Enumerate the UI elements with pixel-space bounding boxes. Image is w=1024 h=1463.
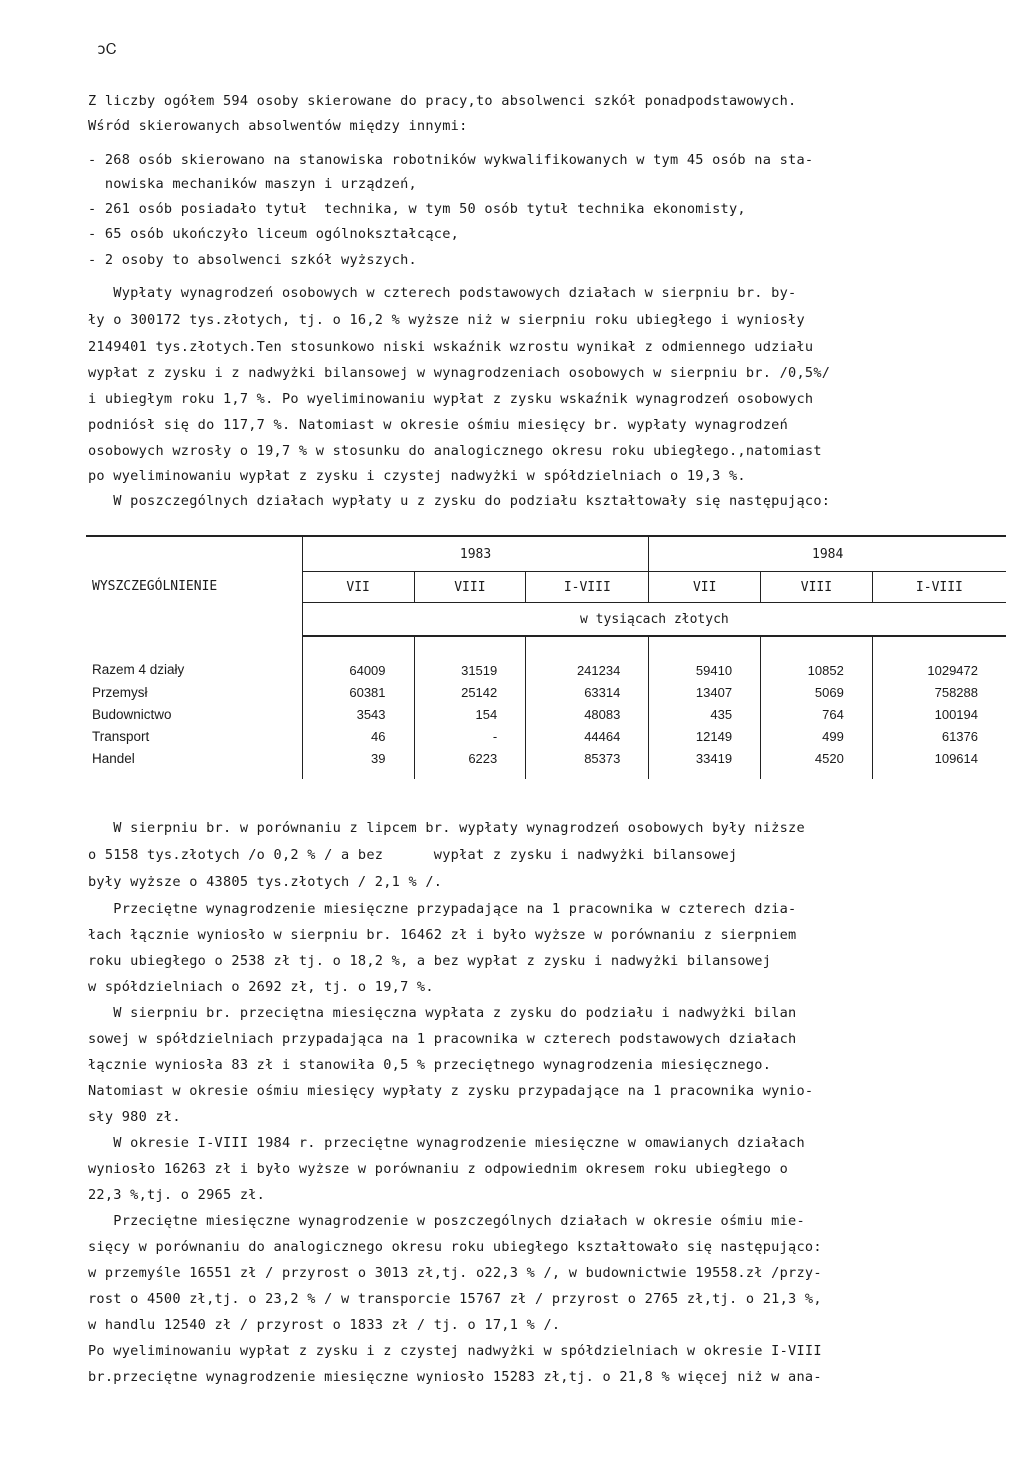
text-line: Z liczby ogółem 594 osoby skierowane do pracy,to absolwenci szkół ponadpodstawowych. xyxy=(88,93,797,109)
table-cell: 13407 xyxy=(649,681,761,703)
text-line: br.przeciętne wynagrodzenie miesięczne wyniosło 15283 zł,tj. o 21,8 % więcej niż w ana- xyxy=(88,1369,822,1385)
text-line: rost o 4500 zł,tj. o 23,2 % / w transporcie 15767 zł / przyrost o 2765 zł,tj. o 21,3 %, xyxy=(88,1291,822,1307)
table-cell: 154 xyxy=(414,703,526,725)
text-line: 2149401 tys.złotych.Ten stosunkowo niski wskaźnik wzrostu wynikał z odmiennego udziału xyxy=(88,339,814,355)
text-line: sięcy w porównaniu do analogicznego okresu roku ubiegłego kształtowało się następująco: xyxy=(88,1239,822,1255)
text-line: Przeciętne wynagrodzenie miesięczne przypadające na 1 pracownika w czterech dzia- xyxy=(88,901,797,917)
text-line: wypłat z zysku i z nadwyżki bilansowej w wynagrodzeniach osobowych w sierpniu br. /0,5%/ xyxy=(88,365,831,381)
table-cell: 5069 xyxy=(761,681,873,703)
row-label: Handel xyxy=(86,747,302,779)
table-cell: 100194 xyxy=(934,706,978,722)
text-line: ły o 300172 tys.złotych, tj. o 16,2 % wyższe niż w sierpniu roku ubiegłego i wyniosły xyxy=(88,312,805,328)
table-cell: 12149 xyxy=(649,725,761,747)
table-cell: 241234 xyxy=(526,636,649,681)
month-header: VII xyxy=(302,572,414,603)
text-line: Wypłaty wynagrodzeń osobowych w czterech podstawowych działach w sierpniu br. by- xyxy=(88,285,797,301)
table-cell: 64009 xyxy=(302,636,414,681)
text-line: sły 980 zł. xyxy=(88,1109,181,1125)
text-line: osobowych wzrosły o 19,7 % w stosunku do analogicznego okresu roku ubiegłego.,natomiast xyxy=(88,443,822,459)
text-line: Po wyeliminowaniu wypłat z zysku i z czystej nadwyżki w spółdzielniach w okresie I-VIII xyxy=(88,1343,822,1359)
table-cell: 48083 xyxy=(526,703,649,725)
text-line: łącznie wyniosła 83 zł i stanowiła 0,5 % przeciętnego wynagrodzenia miesięcznego. xyxy=(88,1057,772,1073)
page-number: ɔᏟ xyxy=(97,40,117,58)
text-line: - 268 osób skierowano na stanowiska robotników wykwalifikowanych w tym 45 osób na sta- xyxy=(88,152,814,168)
table-cell: 6223 xyxy=(414,747,526,779)
text-line: nowiska mechaników maszyn i urządzeń, xyxy=(88,176,417,192)
table-cell: 59410 xyxy=(649,636,761,681)
table-row xyxy=(86,725,1006,747)
text-line: w spółdzielniach o 2692 zł, tj. o 19,7 %. xyxy=(88,979,434,995)
text-line: podniósł się do 117,7 %. Natomiast w okresie ośmiu miesięcy br. wypłaty wynagrodzeń xyxy=(88,417,789,433)
table-cell: 44464 xyxy=(526,725,649,747)
text-line: W poszczególnych działach wypłaty u z zysku do podziału kształtowały się następująco: xyxy=(88,493,831,509)
text-line: W sierpniu br. w porównaniu z lipcem br. wypłaty wynagrodzeń osobowych były niższe xyxy=(88,820,805,836)
table-cell: 31519 xyxy=(414,636,526,681)
text-line: w handlu 12540 zł / przyrost o 1833 zł / tj. o 17,1 % /. xyxy=(88,1317,561,1333)
table-cell: 46 xyxy=(302,725,414,747)
table-cell: 1029472 xyxy=(927,662,978,678)
text-line: roku ubiegłego o 2538 zł tj. o 18,2 %, a bez wypłat z zysku i nadwyżki bilansowej xyxy=(88,953,772,969)
row-label: Budownictwo xyxy=(86,703,302,725)
table-cell: 60381 xyxy=(302,681,414,703)
text-line: - 2 osoby to absolwenci szkół wyższych. xyxy=(88,252,417,268)
text-line: W okresie I-VIII 1984 r. przeciętne wynagrodzenie miesięczne w omawianych działach xyxy=(88,1135,805,1151)
table-row xyxy=(86,636,1006,681)
month-header: VII xyxy=(649,572,761,603)
text-line: - 65 osób ukończyło liceum ogólnokształcące, xyxy=(88,226,460,242)
table-cell: 61376 xyxy=(941,728,978,744)
text-line: po wyeliminowaniu wypłat z zysku i czystej nadwyżki w spółdzielniach o 19,3 %. xyxy=(88,468,746,484)
year-header-1983: 1983 xyxy=(302,536,649,572)
row-label: Przemysł xyxy=(86,681,302,703)
text-line: łach łącznie wyniosło w sierpniu br. 16462 zł i było wyższe w porównaniu z sierpniem xyxy=(88,927,797,943)
table-header-years xyxy=(86,536,1006,572)
text-line: Przeciętne miesięczne wynagrodzenie w poszczególnych działach w okresie ośmiu mie- xyxy=(88,1213,805,1229)
table-cell: 25142 xyxy=(414,681,526,703)
text-line: i ubiegłym roku 1,7 %. Po wyeliminowaniu wypłat z zysku wskaźnik wynagrodzeń osobowych xyxy=(88,391,814,407)
unit-header: w tysiącach złotych xyxy=(302,603,1006,637)
table-cell: 63314 xyxy=(526,681,649,703)
table-row xyxy=(86,747,1006,779)
month-header: VIII xyxy=(414,572,526,603)
text-line: Wśród skierowanych absolwentów między innymi: xyxy=(88,118,468,134)
table-cell: 10852 xyxy=(761,636,873,681)
text-line: - 261 osób posiadało tytuł technika, w tym 50 osób tytuł technika ekonomisty, xyxy=(88,201,746,217)
table-cell: 85373 xyxy=(526,747,649,779)
table-cell: 33419 xyxy=(649,747,761,779)
text-line: o 5158 tys.złotych /o 0,2 % / a bez wypłat z zysku i nadwyżki bilansowej xyxy=(88,847,738,863)
month-header: I-VIII xyxy=(526,572,649,603)
table-cell: 39 xyxy=(302,747,414,779)
row-label: Transport xyxy=(86,725,302,747)
text-line: wyniosło 16263 zł i było wyższe w porównaniu z odpowiednim okresem roku ubiegłego o xyxy=(88,1161,789,1177)
text-line: w przemyśle 16551 zł / przyrost o 3013 zł,tj. o22,3 % /, w budownictwie 19558.zł /przy- xyxy=(88,1265,822,1281)
table-cell: 499 xyxy=(761,725,873,747)
table-cell: 758288 xyxy=(934,684,978,700)
row-label: Razem 4 działy xyxy=(86,636,302,681)
year-header-1984: 1984 xyxy=(649,536,1006,572)
table-cell: - xyxy=(414,725,526,747)
wage-payments-table xyxy=(86,535,1006,779)
table-row xyxy=(86,703,1006,725)
text-line: 22,3 %,tj. o 2965 zł. xyxy=(88,1187,266,1203)
table-cell: 4520 xyxy=(761,747,873,779)
text-line: W sierpniu br. przeciętna miesięczna wypłata z zysku do podziału i nadwyżki bilan xyxy=(88,1005,797,1021)
table-cell: 3543 xyxy=(302,703,414,725)
table-cell: 764 xyxy=(761,703,873,725)
month-header: VIII xyxy=(761,572,873,603)
table-cell: 435 xyxy=(649,703,761,725)
table-row xyxy=(86,681,1006,703)
text-line: były wyższe o 43805 tys.złotych / 2,1 % /. xyxy=(88,874,443,890)
text-line: Natomiast w okresie ośmiu miesięcy wypłaty z zysku przypadające na 1 pracownika wynio- xyxy=(88,1083,814,1099)
stub-header: WYSZCZEGÓLNIENIE xyxy=(86,536,302,636)
table-cell: 109614 xyxy=(934,750,978,766)
text-line: sowej w spółdzielniach przypadająca na 1 pracownika w czterech podstawowych działach xyxy=(88,1031,797,1047)
month-header: I-VIII xyxy=(872,572,1006,603)
